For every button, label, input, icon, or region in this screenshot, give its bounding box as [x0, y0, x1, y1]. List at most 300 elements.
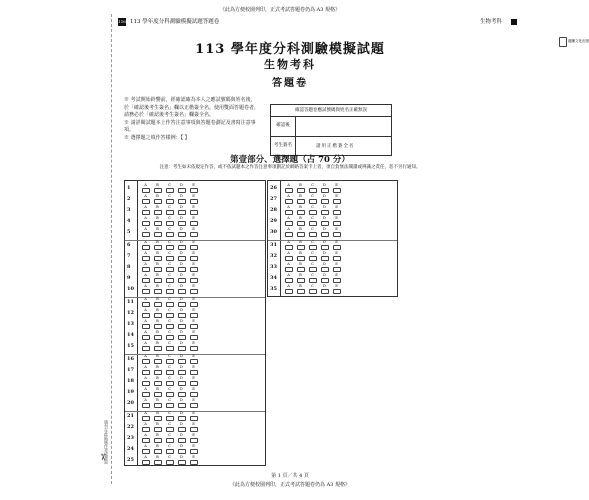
answer-option[interactable] [177, 285, 186, 294]
answer-bubble[interactable] [297, 199, 305, 204]
answer-bubble[interactable] [321, 210, 329, 215]
answer-option[interactable] [296, 285, 305, 294]
answer-option[interactable] [165, 206, 174, 215]
answer-option[interactable] [141, 388, 150, 397]
answer-bubble[interactable] [297, 221, 305, 226]
answer-option[interactable] [332, 241, 341, 250]
answer-option[interactable] [141, 217, 150, 226]
answer-bubble[interactable] [166, 335, 174, 340]
answer-option[interactable] [165, 274, 174, 283]
answer-option[interactable] [189, 366, 198, 375]
answer-option[interactable] [189, 434, 198, 443]
answer-bubble[interactable] [142, 256, 150, 261]
answer-bubble[interactable] [154, 324, 162, 329]
answer-option[interactable] [189, 309, 198, 318]
answer-option[interactable] [177, 456, 186, 465]
answer-option[interactable] [177, 309, 186, 318]
answer-bubble[interactable] [154, 370, 162, 375]
answer-option[interactable] [284, 228, 293, 237]
answer-option[interactable] [177, 252, 186, 261]
answer-bubble[interactable] [190, 335, 198, 340]
answer-bubble[interactable] [154, 302, 162, 307]
answer-option[interactable] [189, 228, 198, 237]
answer-option[interactable] [284, 206, 293, 215]
answer-option[interactable] [189, 445, 198, 454]
answer-bubble[interactable] [154, 245, 162, 250]
answer-bubble[interactable] [154, 416, 162, 421]
answer-bubble[interactable] [166, 188, 174, 193]
answer-bubble[interactable] [285, 188, 293, 193]
answer-option[interactable] [320, 217, 329, 226]
answer-option[interactable] [177, 184, 186, 193]
answer-bubble[interactable] [285, 267, 293, 272]
answer-option[interactable] [141, 456, 150, 465]
answer-bubble[interactable] [142, 324, 150, 329]
answer-bubble[interactable] [321, 256, 329, 261]
answer-bubble[interactable] [297, 256, 305, 261]
answer-bubble[interactable] [190, 392, 198, 397]
answer-bubble[interactable] [154, 460, 162, 465]
answer-bubble[interactable] [333, 289, 341, 294]
answer-option[interactable] [153, 434, 162, 443]
answer-option[interactable] [189, 241, 198, 250]
answer-option[interactable] [320, 184, 329, 193]
answer-option[interactable] [284, 274, 293, 283]
answer-bubble[interactable] [142, 359, 150, 364]
answer-option[interactable] [177, 445, 186, 454]
answer-bubble[interactable] [166, 289, 174, 294]
answer-bubble[interactable] [142, 232, 150, 237]
answer-option[interactable] [165, 412, 174, 421]
answer-option[interactable] [332, 252, 341, 261]
answer-bubble[interactable] [166, 199, 174, 204]
answer-option[interactable] [165, 377, 174, 386]
answer-bubble[interactable] [166, 256, 174, 261]
answer-option[interactable] [177, 195, 186, 204]
answer-bubble[interactable] [142, 210, 150, 215]
answer-option[interactable] [332, 184, 341, 193]
answer-option[interactable] [141, 309, 150, 318]
answer-option[interactable] [165, 298, 174, 307]
answer-bubble[interactable] [178, 256, 186, 261]
answer-option[interactable] [320, 228, 329, 237]
answer-bubble[interactable] [178, 370, 186, 375]
answer-bubble[interactable] [154, 267, 162, 272]
answer-bubble[interactable] [154, 221, 162, 226]
answer-bubble[interactable] [142, 346, 150, 351]
answer-option[interactable] [308, 228, 317, 237]
answer-bubble[interactable] [154, 359, 162, 364]
answer-option[interactable] [141, 434, 150, 443]
answer-option[interactable] [320, 274, 329, 283]
answer-bubble[interactable] [333, 232, 341, 237]
answer-bubble[interactable] [154, 289, 162, 294]
answer-option[interactable] [177, 206, 186, 215]
answer-bubble[interactable] [154, 199, 162, 204]
answer-bubble[interactable] [190, 427, 198, 432]
answer-option[interactable] [141, 263, 150, 272]
answer-option[interactable] [332, 217, 341, 226]
answer-option[interactable] [189, 355, 198, 364]
answer-bubble[interactable] [142, 188, 150, 193]
answer-bubble[interactable] [166, 403, 174, 408]
answer-option[interactable] [165, 184, 174, 193]
answer-option[interactable] [153, 252, 162, 261]
answer-bubble[interactable] [178, 313, 186, 318]
answer-bubble[interactable] [166, 324, 174, 329]
answer-bubble[interactable] [166, 278, 174, 283]
answer-option[interactable] [332, 206, 341, 215]
answer-option[interactable] [165, 285, 174, 294]
answer-bubble[interactable] [178, 199, 186, 204]
answer-bubble[interactable] [166, 302, 174, 307]
answer-option[interactable] [141, 423, 150, 432]
answer-bubble[interactable] [297, 210, 305, 215]
answer-bubble[interactable] [166, 370, 174, 375]
answer-option[interactable] [189, 423, 198, 432]
answer-bubble[interactable] [190, 460, 198, 465]
answer-option[interactable] [308, 184, 317, 193]
answer-option[interactable] [153, 274, 162, 283]
answer-option[interactable] [153, 298, 162, 307]
answer-option[interactable] [141, 206, 150, 215]
answer-bubble[interactable] [309, 289, 317, 294]
answer-option[interactable] [141, 241, 150, 250]
answer-option[interactable] [153, 355, 162, 364]
answer-bubble[interactable] [321, 188, 329, 193]
answer-bubble[interactable] [142, 313, 150, 318]
answer-bubble[interactable] [297, 245, 305, 250]
answer-bubble[interactable] [190, 359, 198, 364]
answer-bubble[interactable] [297, 267, 305, 272]
answer-bubble[interactable] [321, 199, 329, 204]
answer-bubble[interactable] [190, 232, 198, 237]
answer-bubble[interactable] [309, 221, 317, 226]
answer-option[interactable] [141, 342, 150, 351]
answer-bubble[interactable] [154, 438, 162, 443]
answer-option[interactable] [189, 195, 198, 204]
answer-bubble[interactable] [166, 313, 174, 318]
answer-option[interactable] [153, 184, 162, 193]
answer-bubble[interactable] [166, 449, 174, 454]
answer-option[interactable] [141, 366, 150, 375]
answer-bubble[interactable] [333, 267, 341, 272]
answer-option[interactable] [153, 388, 162, 397]
answer-option[interactable] [177, 412, 186, 421]
answer-option[interactable] [165, 228, 174, 237]
answer-bubble[interactable] [333, 256, 341, 261]
answer-option[interactable] [165, 445, 174, 454]
answer-bubble[interactable] [178, 359, 186, 364]
answer-option[interactable] [141, 331, 150, 340]
answer-bubble[interactable] [285, 256, 293, 261]
answer-option[interactable] [189, 412, 198, 421]
answer-option[interactable] [189, 399, 198, 408]
answer-option[interactable] [332, 263, 341, 272]
answer-bubble[interactable] [190, 278, 198, 283]
answer-option[interactable] [320, 263, 329, 272]
answer-option[interactable] [153, 412, 162, 421]
answer-option[interactable] [153, 342, 162, 351]
answer-option[interactable] [189, 252, 198, 261]
answer-option[interactable] [141, 274, 150, 283]
answer-option[interactable] [189, 298, 198, 307]
answer-option[interactable] [177, 241, 186, 250]
answer-bubble[interactable] [297, 278, 305, 283]
answer-option[interactable] [165, 355, 174, 364]
answer-bubble[interactable] [309, 210, 317, 215]
answer-option[interactable] [296, 263, 305, 272]
answer-bubble[interactable] [190, 370, 198, 375]
answer-bubble[interactable] [154, 392, 162, 397]
answer-option[interactable] [189, 184, 198, 193]
answer-option[interactable] [284, 263, 293, 272]
answer-bubble[interactable] [142, 245, 150, 250]
answer-bubble[interactable] [178, 188, 186, 193]
answer-option[interactable] [177, 355, 186, 364]
answer-bubble[interactable] [154, 232, 162, 237]
answer-bubble[interactable] [285, 210, 293, 215]
answer-option[interactable] [308, 274, 317, 283]
answer-option[interactable] [177, 434, 186, 443]
answer-bubble[interactable] [309, 256, 317, 261]
answer-bubble[interactable] [178, 267, 186, 272]
answer-bubble[interactable] [178, 232, 186, 237]
answer-option[interactable] [153, 320, 162, 329]
answer-option[interactable] [308, 285, 317, 294]
answer-option[interactable] [153, 217, 162, 226]
answer-option[interactable] [165, 456, 174, 465]
answer-bubble[interactable] [321, 221, 329, 226]
answer-option[interactable] [177, 388, 186, 397]
answer-option[interactable] [165, 252, 174, 261]
answer-option[interactable] [284, 217, 293, 226]
answer-option[interactable] [296, 217, 305, 226]
answer-option[interactable] [308, 195, 317, 204]
answer-bubble[interactable] [142, 302, 150, 307]
answer-option[interactable] [177, 342, 186, 351]
answer-bubble[interactable] [178, 210, 186, 215]
answer-bubble[interactable] [297, 188, 305, 193]
answer-option[interactable] [141, 252, 150, 261]
answer-bubble[interactable] [321, 278, 329, 283]
answer-option[interactable] [332, 228, 341, 237]
answer-option[interactable] [153, 309, 162, 318]
answer-bubble[interactable] [142, 403, 150, 408]
answer-option[interactable] [296, 206, 305, 215]
answer-option[interactable] [141, 412, 150, 421]
answer-bubble[interactable] [190, 438, 198, 443]
answer-bubble[interactable] [178, 438, 186, 443]
answer-option[interactable] [189, 263, 198, 272]
answer-bubble[interactable] [154, 403, 162, 408]
answer-option[interactable] [189, 274, 198, 283]
answer-option[interactable] [284, 184, 293, 193]
answer-bubble[interactable] [142, 427, 150, 432]
answer-bubble[interactable] [178, 346, 186, 351]
answer-bubble[interactable] [178, 381, 186, 386]
answer-bubble[interactable] [309, 245, 317, 250]
answer-option[interactable] [141, 285, 150, 294]
answer-bubble[interactable] [190, 221, 198, 226]
answer-option[interactable] [177, 217, 186, 226]
answer-bubble[interactable] [178, 302, 186, 307]
answer-option[interactable] [284, 241, 293, 250]
answer-bubble[interactable] [321, 289, 329, 294]
answer-option[interactable] [177, 320, 186, 329]
answer-bubble[interactable] [321, 232, 329, 237]
answer-option[interactable] [189, 331, 198, 340]
answer-bubble[interactable] [309, 278, 317, 283]
answer-bubble[interactable] [154, 278, 162, 283]
answer-option[interactable] [141, 445, 150, 454]
answer-option[interactable] [296, 274, 305, 283]
answer-bubble[interactable] [178, 335, 186, 340]
answer-option[interactable] [332, 285, 341, 294]
answer-bubble[interactable] [142, 267, 150, 272]
answer-option[interactable] [165, 434, 174, 443]
answer-bubble[interactable] [142, 416, 150, 421]
answer-bubble[interactable] [166, 438, 174, 443]
answer-option[interactable] [332, 195, 341, 204]
answer-bubble[interactable] [178, 245, 186, 250]
answer-option[interactable] [177, 399, 186, 408]
answer-option[interactable] [308, 263, 317, 272]
answer-bubble[interactable] [309, 267, 317, 272]
answer-bubble[interactable] [178, 460, 186, 465]
answer-bubble[interactable] [297, 232, 305, 237]
answer-option[interactable] [165, 399, 174, 408]
answer-option[interactable] [165, 195, 174, 204]
answer-bubble[interactable] [285, 199, 293, 204]
answer-option[interactable] [296, 184, 305, 193]
answer-option[interactable] [153, 206, 162, 215]
answer-bubble[interactable] [190, 416, 198, 421]
answer-bubble[interactable] [333, 188, 341, 193]
answer-bubble[interactable] [142, 289, 150, 294]
answer-option[interactable] [165, 388, 174, 397]
answer-option[interactable] [296, 241, 305, 250]
answer-option[interactable] [153, 366, 162, 375]
answer-option[interactable] [165, 263, 174, 272]
answer-option[interactable] [284, 195, 293, 204]
answer-option[interactable] [165, 241, 174, 250]
answer-bubble[interactable] [333, 210, 341, 215]
answer-option[interactable] [153, 241, 162, 250]
answer-option[interactable] [141, 228, 150, 237]
answer-option[interactable] [320, 195, 329, 204]
answer-bubble[interactable] [166, 267, 174, 272]
answer-bubble[interactable] [166, 359, 174, 364]
answer-bubble[interactable] [190, 289, 198, 294]
answer-option[interactable] [153, 228, 162, 237]
answer-bubble[interactable] [297, 289, 305, 294]
answer-option[interactable] [308, 252, 317, 261]
signature-field[interactable] [296, 137, 390, 154]
answer-bubble[interactable] [178, 416, 186, 421]
answer-option[interactable] [332, 274, 341, 283]
answer-option[interactable] [320, 206, 329, 215]
answer-option[interactable] [165, 309, 174, 318]
answer-option[interactable] [296, 195, 305, 204]
answer-option[interactable] [153, 399, 162, 408]
answer-bubble[interactable] [190, 324, 198, 329]
answer-option[interactable] [320, 252, 329, 261]
answer-option[interactable] [189, 342, 198, 351]
answer-option[interactable] [177, 366, 186, 375]
answer-bubble[interactable] [166, 416, 174, 421]
answer-option[interactable] [153, 331, 162, 340]
answer-bubble[interactable] [285, 245, 293, 250]
answer-bubble[interactable] [142, 381, 150, 386]
answer-option[interactable] [189, 206, 198, 215]
answer-option[interactable] [141, 184, 150, 193]
answer-bubble[interactable] [309, 232, 317, 237]
answer-option[interactable] [141, 377, 150, 386]
answer-bubble[interactable] [166, 392, 174, 397]
answer-bubble[interactable] [166, 460, 174, 465]
answer-bubble[interactable] [309, 188, 317, 193]
answer-bubble[interactable] [142, 392, 150, 397]
answer-bubble[interactable] [190, 403, 198, 408]
answer-bubble[interactable] [178, 449, 186, 454]
answer-bubble[interactable] [178, 392, 186, 397]
answer-bubble[interactable] [190, 188, 198, 193]
answer-bubble[interactable] [285, 232, 293, 237]
answer-bubble[interactable] [333, 245, 341, 250]
answer-bubble[interactable] [166, 245, 174, 250]
answer-option[interactable] [165, 366, 174, 375]
answer-option[interactable] [165, 423, 174, 432]
answer-option[interactable] [141, 298, 150, 307]
answer-bubble[interactable] [178, 289, 186, 294]
answer-option[interactable] [189, 377, 198, 386]
answer-option[interactable] [189, 388, 198, 397]
answer-bubble[interactable] [142, 449, 150, 454]
answer-bubble[interactable] [190, 267, 198, 272]
answer-option[interactable] [141, 399, 150, 408]
answer-bubble[interactable] [166, 221, 174, 226]
answer-option[interactable] [284, 285, 293, 294]
answer-bubble[interactable] [154, 346, 162, 351]
answer-option[interactable] [165, 342, 174, 351]
answer-bubble[interactable] [142, 278, 150, 283]
answer-bubble[interactable] [190, 449, 198, 454]
answer-bubble[interactable] [154, 427, 162, 432]
answer-option[interactable] [320, 241, 329, 250]
answer-bubble[interactable] [166, 427, 174, 432]
answer-bubble[interactable] [154, 210, 162, 215]
answer-bubble[interactable] [154, 188, 162, 193]
answer-bubble[interactable] [333, 278, 341, 283]
answer-option[interactable] [153, 263, 162, 272]
answer-option[interactable] [308, 241, 317, 250]
answer-bubble[interactable] [285, 221, 293, 226]
answer-option[interactable] [177, 263, 186, 272]
answer-bubble[interactable] [178, 221, 186, 226]
answer-bubble[interactable] [142, 199, 150, 204]
answer-option[interactable] [141, 355, 150, 364]
answer-option[interactable] [296, 252, 305, 261]
answer-bubble[interactable] [333, 199, 341, 204]
answer-option[interactable] [153, 445, 162, 454]
answer-bubble[interactable] [178, 427, 186, 432]
answer-option[interactable] [153, 456, 162, 465]
answer-bubble[interactable] [166, 210, 174, 215]
answer-bubble[interactable] [178, 403, 186, 408]
answer-option[interactable] [296, 228, 305, 237]
answer-option[interactable] [284, 252, 293, 261]
